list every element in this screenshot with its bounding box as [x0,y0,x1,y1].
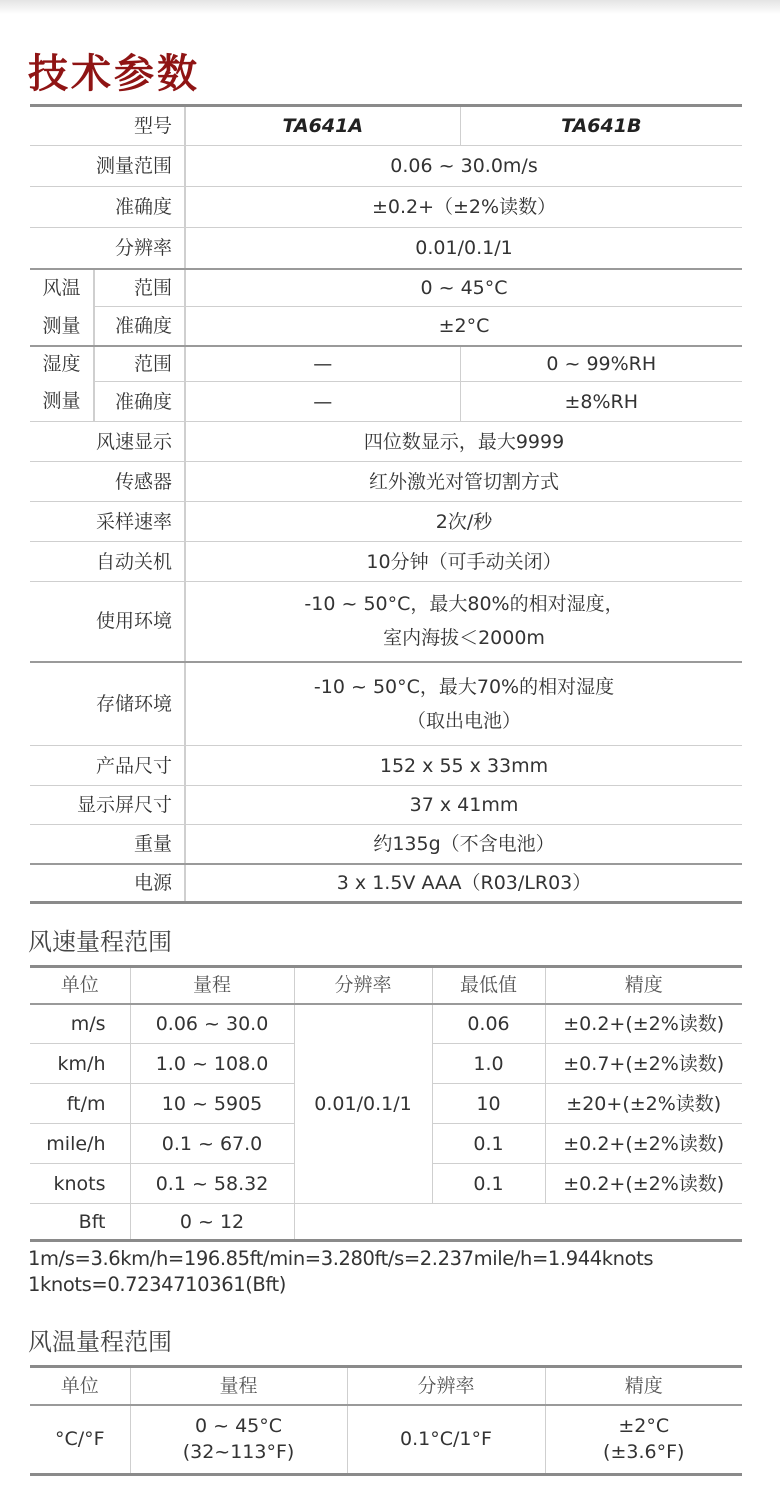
header-accuracy: 精度 [545,1367,742,1405]
header-accuracy: 精度 [545,967,742,1004]
accuracy-cell: ±0.2+(±2%读数) [545,1004,742,1044]
storage-env-label: 存储环境 [30,662,185,746]
accuracy-cell: ±20+(±2%读数) [545,1084,742,1124]
spec-row-auto-off [30,542,742,582]
spec-table [30,104,742,904]
accuracy-label: 准确度 [30,187,185,228]
conversion-line2: 1knots=0.7234710361(Bft) [28,1273,286,1296]
windtemp-range-value: 0 ~ 45°C [185,269,742,307]
spec-row-range [30,146,742,187]
sample-rate-value: 2次/秒 [185,502,742,542]
screen-size-label: 显示屏尺寸 [30,786,185,825]
range-line1: 0 ~ 45°C [194,1415,283,1438]
model-label: 型号 [30,106,185,146]
unit-cell: mile/h [30,1124,130,1164]
header-resolution: 分辨率 [294,967,432,1004]
table-row [30,1204,742,1241]
spec-row-display [30,422,742,462]
operating-env-label: 使用环境 [30,582,185,662]
header-resolution: 分辨率 [347,1367,545,1405]
windtemp-accuracy-label: 准确度 [94,307,185,346]
weight-label: 重量 [30,825,185,864]
spec-row-accuracy [30,187,742,228]
empty-cell [294,1204,742,1241]
humidity-group-line1: 湿度 [30,346,94,382]
range-cell: 0.1 ~ 58.32 [130,1164,294,1204]
sample-rate-label: 采样速率 [30,502,185,542]
conversion-line1: 1m/s=3.6km/h=196.85ft/min=3.280ft/s=2.237mile/h=1.944knots [28,1247,654,1270]
wind-range-header [30,967,742,1004]
power-value: 3 x 1.5V AAA（R03/LR03） [336,871,592,894]
spec-row-model [30,106,742,146]
spec-row-windtemp-range [30,269,742,307]
model-a: TA641A [282,115,364,137]
header-range: 量程 [130,967,294,1004]
accuracy-line2: (±3.6°F) [603,1441,685,1464]
spec-row-operating-env [30,582,742,662]
windtemp-accuracy-value: ±2°C [185,307,742,346]
humidity-accuracy-a: — [185,382,460,422]
spec-row-weight [30,825,742,864]
temp-range-title: 风温量程范围 [28,1328,172,1356]
accuracy-cell: ±0.7+(±2%读数) [545,1044,742,1084]
unit-cell: km/h [30,1044,130,1084]
min-cell: 1.0 [432,1044,545,1084]
screen-size-value: 37 x 41mm [185,786,742,825]
spec-row-size [30,746,742,786]
spec-row-sensor [30,462,742,502]
power-label: 电源 [30,864,185,903]
temp-range-header [30,1367,742,1405]
header-unit: 单位 [30,1367,130,1405]
model-b: TA641B [561,115,642,137]
display-value: 四位数显示，最大9999 [185,422,742,462]
resolution-cell: 0.01/0.1/1 [294,1004,432,1204]
size-label: 产品尺寸 [30,746,185,786]
accuracy-cell: ±0.2+(±2%读数) [545,1124,742,1164]
spec-row-screen-size [30,786,742,825]
page-title: 技术参数 [28,51,200,97]
wind-range-title: 风速量程范围 [28,928,172,956]
display-label: 风速显示 [30,422,185,462]
humidity-accuracy-b: ±8%RH [460,382,742,422]
range-cell: 1.0 ~ 108.0 [130,1044,294,1084]
measure-range-value: 0.06 ~ 30.0m/s [185,146,742,187]
spec-row-windtemp-accuracy [30,307,742,346]
header-min: 最低值 [432,967,545,1004]
auto-off-value: 10分钟（可手动关闭） [185,542,742,582]
min-cell: 10 [432,1084,545,1124]
header-unit: 单位 [30,967,130,1004]
resolution-cell: 0.1°C/1°F [347,1405,545,1475]
humidity-group-line2: 测量 [30,382,94,422]
unit-cell: ft/m [30,1084,130,1124]
weight-value: 约135g（不含电池） [185,825,742,864]
measure-range-label: 测量范围 [30,146,185,187]
conversion-note [28,1246,653,1298]
range-line2: (32~113°F) [182,1441,295,1464]
accuracy-line1: ±2°C [618,1415,670,1438]
table-row [30,1405,742,1475]
unit-cell: Bft [30,1204,130,1241]
spec-row-sample-rate [30,502,742,542]
accuracy-cell: ±0.2+(±2%读数) [545,1164,742,1204]
resolution-value: 0.01/0.1/1 [185,228,742,269]
spec-row-humidity-range [30,346,742,382]
table-row [30,1004,742,1044]
storage-env-line1: -10 ~ 50°C，最大70%的相对湿度 [313,675,615,698]
range-cell: 0.1 ~ 67.0 [130,1124,294,1164]
range-cell: 0.06 ~ 30.0 [130,1004,294,1044]
spec-row-resolution [30,228,742,269]
sensor-value: 红外激光对管切割方式 [185,462,742,502]
header-range: 量程 [130,1367,347,1405]
top-shadow [0,0,780,14]
range-cell: 10 ~ 5905 [130,1084,294,1124]
humidity-range-a: — [185,346,460,382]
accuracy-value: ±0.2+（±2%读数） [185,187,742,228]
spec-row-power [30,864,742,903]
unit-cell: °C/°F [30,1405,130,1475]
operating-env-line1: -10 ~ 50°C，最大80%的相对湿度， [304,593,624,616]
sensor-label: 传感器 [30,462,185,502]
min-cell: 0.06 [432,1004,545,1044]
windtemp-group-line2: 测量 [30,307,94,346]
size-value: 152 x 55 x 33mm [185,746,742,786]
storage-env-line2: （取出电池） [407,709,522,732]
humidity-accuracy-label: 准确度 [94,382,185,422]
unit-cell: m/s [30,1004,130,1044]
unit-cell: knots [30,1164,130,1204]
windtemp-range-label: 范围 [94,269,185,307]
humidity-range-label: 范围 [94,346,185,382]
wind-range-table [30,965,742,1242]
humidity-range-b: 0 ~ 99%RH [460,346,742,382]
spec-row-humidity-accuracy [30,382,742,422]
operating-env-line2: 室内海拔＜2000m [383,627,545,650]
temp-range-table [30,1365,742,1476]
min-cell: 0.1 [432,1124,545,1164]
range-cell: 0 ~ 12 [130,1204,294,1241]
resolution-label: 分辨率 [30,228,185,269]
windtemp-group-line1: 风温 [30,269,94,307]
min-cell: 0.1 [432,1164,545,1204]
auto-off-label: 自动关机 [30,542,185,582]
spec-row-storage-env [30,662,742,746]
